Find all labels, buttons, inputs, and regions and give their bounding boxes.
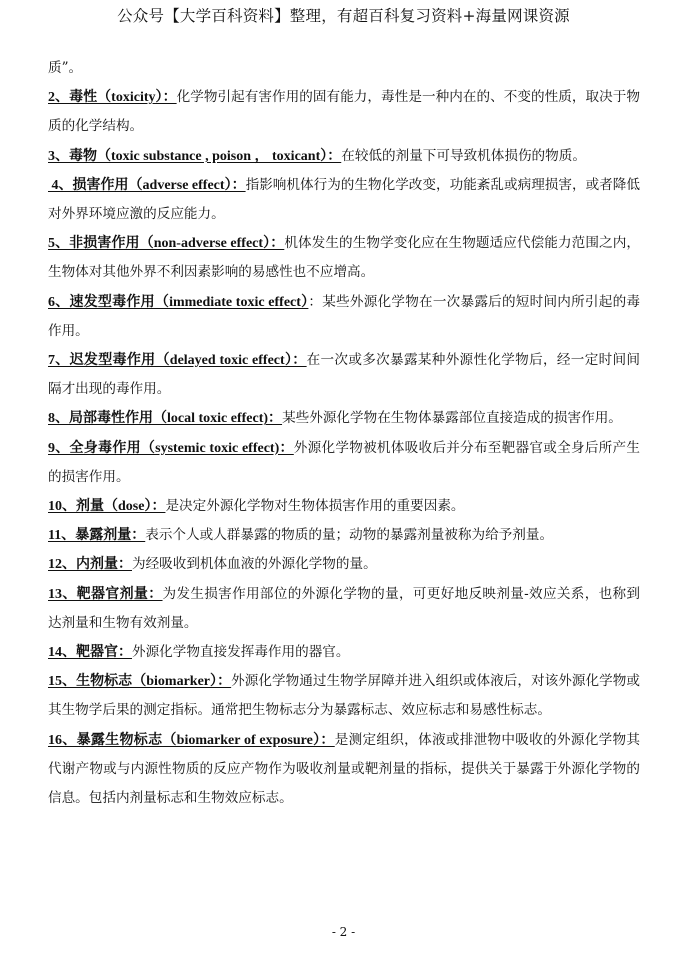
definition-paragraph xyxy=(48,726,640,814)
definition-paragraph xyxy=(48,492,640,521)
definition-text: 外源化学物直接发挥毒作用的器官。 xyxy=(132,644,350,661)
definition-paragraph xyxy=(48,346,640,404)
term-label: 12、内剂量： xyxy=(48,557,132,573)
term-label: 13、靶器官剂量： xyxy=(48,586,163,602)
term-label: 3、毒物（toxic substance , poison ， toxicant）： xyxy=(48,148,342,164)
term-label: 7、迟发型毒作用（delayed toxic effect）： xyxy=(48,353,307,369)
term-label: 6、速发型毒作用（immediate toxic effect） xyxy=(48,294,309,310)
definition-text: 某些外源化学物在生物体暴露部位直接造成的损害作用。 xyxy=(282,410,622,427)
definition-text: 质”。 xyxy=(48,60,83,76)
definition-paragraph xyxy=(48,580,640,638)
definition-text: 是决定外源化学物对生物体损害作用的重要因素。 xyxy=(165,498,465,515)
term-label: 11、暴露剂量： xyxy=(48,528,146,544)
term-label: 8、局部毒性作用（local toxic effect)： xyxy=(48,411,283,427)
term-label: 9、全身毒作用（systemic toxic effect)： xyxy=(48,440,294,456)
term-label: 2、毒性（toxicity）： xyxy=(48,90,177,106)
definition-text: 在较低的剂量下可导致机体损伤的物质。 xyxy=(341,147,586,164)
definition-text: 化学物引起有害作用的固有能力，毒性是一种内在的、不变的性质，取决于物质的化学结构。 xyxy=(48,89,640,135)
definition-paragraph xyxy=(48,638,640,667)
definition-text: 在一次或多次暴露某种外源性化学物后，经一定时间间隔才出现的毒作用。 xyxy=(48,352,640,398)
term-label: 16、暴露生物标志（biomarker of exposure）： xyxy=(48,732,335,748)
definition-paragraph xyxy=(48,404,640,433)
definition-text: 为发生损害作用部位的外源化学物的量，可更好地反映剂量-效应关系，也称到达剂量和生物有效剂量。 xyxy=(48,585,641,631)
definition-text: 指影响机体行为的生物化学改变，功能紊乱或病理损害，或者降低对外界环境应激的反应能力。 xyxy=(48,176,640,223)
definition-paragraph xyxy=(48,54,640,83)
term-label: 5、非损害作用（non-adverse effect）： xyxy=(48,236,285,252)
term-label: 4、损害作用（adverse effect）： xyxy=(48,177,246,193)
definition-paragraph xyxy=(48,83,640,141)
definition-text: 为经吸收到机体血液的外源化学物的量。 xyxy=(132,556,377,573)
definition-paragraph xyxy=(48,550,640,579)
definition-text: 是测定组织，体液或排泄物中吸收的外源化学物其代谢产物或与内源性物质的反应产物作为吸收剂量或靶剂量的指标，提供关于暴露于外源化学物的信息。包括内剂量标志和生物效应标志。 xyxy=(48,731,641,807)
definition-paragraph xyxy=(48,667,640,725)
definition-text: 外源化学物通过生物学屏障并进入组织或体液后，对该外源化学物或其生物学后果的测定指标。通常把生物标志分为暴露标志、效应标志和易感性标志。 xyxy=(48,673,641,719)
definition-paragraph xyxy=(48,434,640,492)
definition-paragraph xyxy=(48,288,640,346)
definition-paragraph xyxy=(48,229,640,287)
definition-paragraph xyxy=(48,142,640,171)
definition-text: ：某些外源化学物在一次暴露后的短时间内所引起的毒作用。 xyxy=(48,293,641,339)
term-label: 10、剂量（dose）： xyxy=(48,499,166,515)
definition-text: 外源化学物被机体吸收后并分布至靶器官或全身后所产生的损害作用。 xyxy=(48,439,640,485)
definition-paragraph xyxy=(48,171,640,229)
term-label: 14、靶器官： xyxy=(48,645,132,661)
page-number: - 2 - xyxy=(331,925,356,939)
page-header: 公众号【大学百科资料】整理，有超百科复习资料+海量网课资源 xyxy=(117,7,570,25)
document-body xyxy=(48,54,640,813)
term-label: 15、生物标志（biomarker）： xyxy=(48,674,232,690)
definition-text: 表示个人或人群暴露的物质的量；动物的暴露剂量被称为给予剂量。 xyxy=(145,527,554,544)
definition-paragraph xyxy=(48,521,640,550)
definition-text: 机体发生的生物学变化应在生物题适应代偿能力范围之内，生物体对其他外界不利因素影响的易感性也不应增高。 xyxy=(48,235,640,281)
